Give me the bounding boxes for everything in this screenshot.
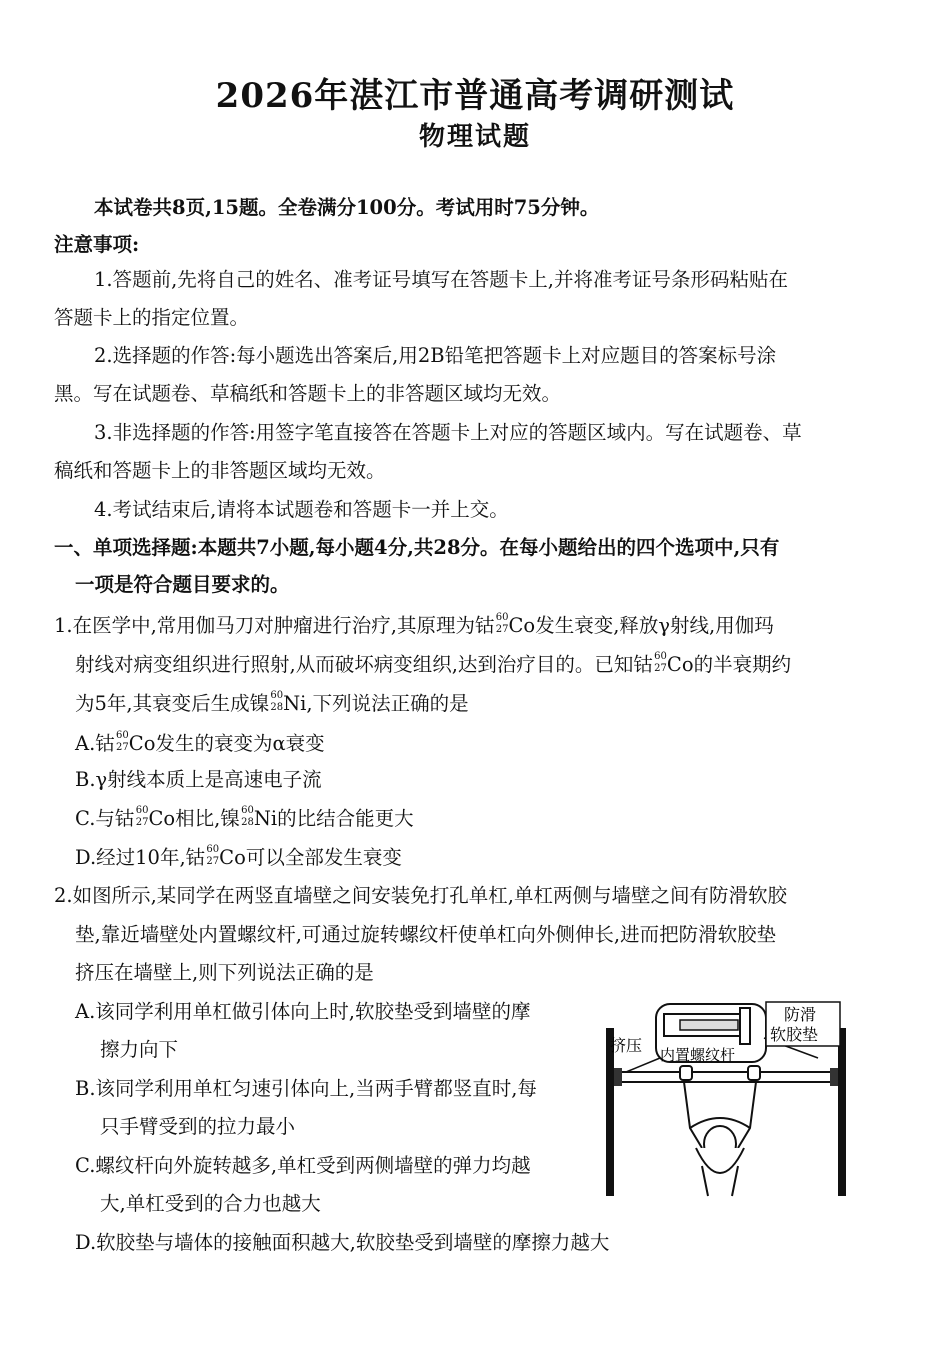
label-pad-line1: 防滑 <box>784 1005 817 1024</box>
rod-cap <box>740 1008 750 1044</box>
q1-stem-line3 <box>75 691 469 716</box>
q1-option-d: D.经过10年,钴 60 27 Co可以全部发生衰变 <box>75 844 402 869</box>
isotope-co: 60 27 <box>654 651 667 674</box>
notice-item-3-line2: 稿纸和答题卡上的非答题区域均无效。 <box>54 459 386 482</box>
q1-option-c: C.与钴 60 27 Co相比,镍 60 28 Ni的比结合能更大 <box>75 805 414 830</box>
isotope-symbol: Ni <box>283 692 307 715</box>
q2-stem-line1: 2.如图所示,某同学在两竖直墙壁之间安装免打孔单杠,单杠两侧与墙壁之间有防滑软胶 <box>54 884 788 907</box>
callout-line <box>626 1058 660 1072</box>
isotope-co: 60 27 <box>135 805 149 828</box>
q1-option-b: B.γ射线本质上是高速电子流 <box>75 768 322 791</box>
notice-item-1-line2: 答题卡上的指定位置。 <box>54 306 250 329</box>
notice-item-3-line1: 3.非选择题的作答:用签字笔直接答在答题卡上对应的答题区域内。写在试题卷、草 <box>94 421 802 444</box>
q2-stem-line3: 挤压在墙壁上,则下列说法正确的是 <box>75 961 374 984</box>
notice-item-2-line1: 2.选择题的作答:每小题选出答案后,用2B铅笔把答题卡上对应题目的答案标号涂 <box>94 344 777 367</box>
q2-option-c-line1: C.螺纹杆向外旋转越多,单杠受到两侧墙壁的弹力均越 <box>75 1154 531 1177</box>
q2-option-c-line2: 大,单杠受到的合力也越大 <box>100 1192 321 1215</box>
bar <box>620 1072 832 1082</box>
isotope-symbol: Co <box>508 614 536 637</box>
left-pad <box>614 1068 622 1086</box>
q1-stem-text: 射线对病变组织进行照射,从而破坏病变组织,达到治疗目的。已知钴 <box>75 653 653 676</box>
q1-stem-text: ,下列说法正确的是 <box>306 692 469 715</box>
q1-option-a: A.钴 60 27 Co发生的衰变为α衰变 <box>75 730 325 755</box>
isotope-symbol: Co <box>666 653 694 676</box>
isotope-co: 60 27 <box>206 844 220 867</box>
notice-heading: 注意事项: <box>54 233 140 256</box>
q1-stem-text: 1.在医学中,常用伽马刀对肿瘤进行治疗,其原理为钴 <box>54 614 495 637</box>
q1-stem-text: 为5年,其衰变后生成镍 <box>75 692 270 715</box>
notice-item-2-line2: 黑。写在试题卷、草稿纸和答题卡上的非答题区域均无效。 <box>54 382 562 405</box>
q1-stem-line2 <box>75 652 791 677</box>
page-title: 2026年湛江市普通高考调研测试 <box>215 76 735 116</box>
q1-stem-text: 的半衰期约 <box>693 653 792 676</box>
notice-item-4: 4.考试结束后,请将本试题卷和答题卡一并上交。 <box>94 498 509 521</box>
section-1-heading-line1: 一、单项选择题:本题共7小题,每小题4分,共28分。在每小题给出的四个选项中,只有 <box>54 536 780 559</box>
q2-option-b-line2: 只手臂受到的拉力最小 <box>100 1115 296 1138</box>
pull-up-bar-figure <box>598 998 854 1198</box>
isotope-co: 60 27 <box>495 612 509 635</box>
q2-stem-line2: 垫,靠近墙壁处内置螺纹杆,可通过旋转螺纹杆使单杠向外侧伸长,进而把防滑软胶垫 <box>75 923 777 946</box>
right-pad <box>830 1068 838 1086</box>
label-threaded-rod: 内置螺纹杆 <box>660 1046 736 1064</box>
q1-stem-line1 <box>54 613 774 638</box>
q2-option-a-line1: A.该同学利用单杠做引体向上时,软胶垫受到墙壁的摩 <box>75 1000 531 1023</box>
q2-option-d: D.软胶垫与墙体的接触面积越大,软胶垫受到墙壁的摩擦力越大 <box>75 1231 610 1254</box>
right-wall <box>838 1028 846 1196</box>
label-squeeze: 挤压 <box>610 1036 643 1055</box>
intro-text: 本试卷共8页,15题。全卷满分100分。考试用时75分钟。 <box>94 196 600 219</box>
isotope-ni: 60 28 <box>270 690 284 713</box>
isotope-co: 60 27 <box>116 730 129 753</box>
label-pad-line2: 软胶垫 <box>770 1025 819 1044</box>
q2-option-a-line2: 擦力向下 <box>100 1038 179 1061</box>
q2-option-b-line1: B.该同学利用单杠匀速引体向上,当两手臂都竖直时,每 <box>75 1077 537 1100</box>
section-1-heading-line2: 一项是符合题目要求的。 <box>75 573 290 596</box>
isotope-ni: 60 28 <box>241 805 254 828</box>
q1-stem-text: 发生衰变,释放γ射线,用伽玛 <box>535 614 774 637</box>
person-figure <box>680 1066 760 1196</box>
notice-item-1-line1: 1.答题前,先将自己的姓名、准考证号填写在答题卡上,并将准考证号条形码粘贴在 <box>94 268 789 291</box>
page-subtitle: 物理试题 <box>418 122 531 152</box>
threaded-rod <box>680 1020 738 1030</box>
